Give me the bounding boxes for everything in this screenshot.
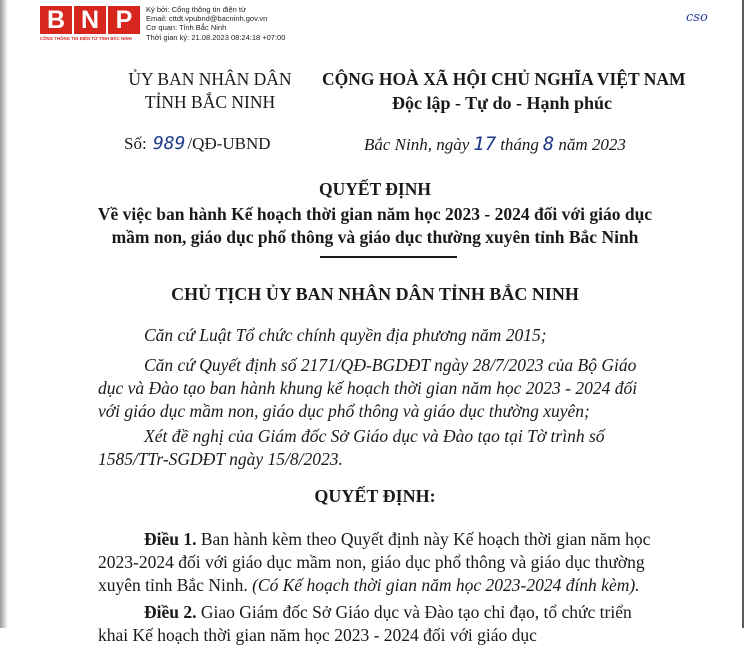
subject-line-2: mầm non, giáo dục phổ thông và giáo dục thường xuyên tỉnh Bắc Ninh xyxy=(111,227,639,247)
legal-basis-2-line-1: Căn cứ Quyết định số 2171/QĐ-BGDĐT ngày 28/7/2023 của Bộ Giáo xyxy=(144,355,637,375)
place-date-prefix: Bắc Ninh, ngày xyxy=(364,135,470,154)
digital-signature-info xyxy=(146,5,285,42)
signer-agency: Cơ quan: Tỉnh Bắc Ninh xyxy=(146,23,227,33)
signer-line: Ký bởi: Cổng thông tin điện tử xyxy=(146,5,246,14)
national-motto: Độc lập - Tự do - Hạnh phúc xyxy=(391,93,613,113)
logo-letter: N xyxy=(74,6,106,34)
month-handwritten: 8 xyxy=(542,133,555,155)
article-2-text: Giao Giám đốc Sở Giáo dục và Đào tạo chỉ đạo, tổ chức triển xyxy=(196,602,632,622)
logo-letters xyxy=(40,6,142,34)
document-type-title: QUYẾT ĐỊNH xyxy=(319,179,431,199)
legal-basis-3-line-2: 1585/TTr-SGDĐT ngày 15/8/2023. xyxy=(98,449,343,469)
agency-line-1: ỦY BAN NHÂN DÂN xyxy=(128,69,292,89)
article-1-text: Ban hành kèm theo Quyết định này Kế hoạch thời gian năm học xyxy=(196,529,651,549)
bnp-logo xyxy=(40,6,142,44)
doc-number-prefix: Số: xyxy=(124,134,147,153)
legal-basis-2-line-3: với giáo dục mầm non, giáo dục phổ thông và giáo dục thường xuyên; xyxy=(98,401,590,421)
country-name: CỘNG HOÀ XÃ HỘI CHỦ NGHĨA VIỆT NAM xyxy=(322,69,686,89)
logo-letter: B xyxy=(40,6,72,34)
article-1-line-1 xyxy=(144,527,650,551)
logo-tagline: CỔNG THÔNG TIN ĐIỆN TỬ TỈNH BẮC NINH xyxy=(40,36,132,41)
day-handwritten: 17 xyxy=(473,133,497,155)
doc-number-suffix: /QĐ-UBND xyxy=(187,134,271,153)
document-subject xyxy=(0,203,750,249)
article-1-label: Điều 1. xyxy=(144,529,197,549)
scan-right-border xyxy=(742,0,744,628)
scan-edge-shadow xyxy=(0,0,8,628)
legal-basis-3-line-1: Xét đề nghị của Giám đốc Sở Giáo dục và Đào tạo tại Tờ trình số xyxy=(144,426,605,446)
month-label: tháng xyxy=(500,135,539,154)
legal-basis-2-line-2: dục và Đào tạo ban hành khung kế hoạch thời gian năm học 2023 - 2024 đối xyxy=(98,378,638,398)
article-2-line-1 xyxy=(144,600,632,624)
signer-email: Email: cttdt.vpubnd@bacninh.gov.vn xyxy=(146,14,268,24)
logo-letter: P xyxy=(108,6,140,34)
year-label: năm 2023 xyxy=(558,135,626,154)
signing-time: Thời gian ký: 21.08.2023 08:24:18 +07:00 xyxy=(146,32,286,42)
legal-basis-1: Căn cứ Luật Tổ chức chính quyền địa phương năm 2015; xyxy=(144,325,547,345)
doc-number-handwritten: 989 xyxy=(152,133,186,154)
article-1-attachment-note: (Có Kế hoạch thời gian năm học 2023-2024 đính kèm). xyxy=(252,575,640,595)
subject-line-1: Về việc ban hành Kế hoạch thời gian năm học 2023 - 2024 đối với giáo dục xyxy=(97,204,653,224)
article-2-line-2: khai Kế hoạch thời gian năm học 2023 - 2024 đối với giáo dục xyxy=(98,625,537,645)
article-1-text-end: xuyên tỉnh Bắc Ninh. xyxy=(98,575,253,595)
place-and-date xyxy=(364,133,626,155)
issuing-agency xyxy=(100,68,320,114)
article-1-line-3 xyxy=(98,573,640,597)
decision-heading: QUYẾT ĐỊNH: xyxy=(314,486,436,506)
article-2-label: Điều 2. xyxy=(144,602,197,622)
title-underline xyxy=(320,256,457,258)
handwritten-corner-mark: cso xyxy=(686,10,708,25)
national-header xyxy=(322,68,686,115)
agency-line-2: TỈNH BẮC NINH xyxy=(144,92,276,112)
issuing-authority: CHỦ TỊCH ỦY BAN NHÂN DÂN TỈNH BẮC NINH xyxy=(171,284,579,304)
article-1-line-2: 2023-2024 đối với giáo dục mầm non, giáo dục phổ thông và giáo dục thường xyxy=(98,552,645,572)
document-number xyxy=(124,133,271,154)
